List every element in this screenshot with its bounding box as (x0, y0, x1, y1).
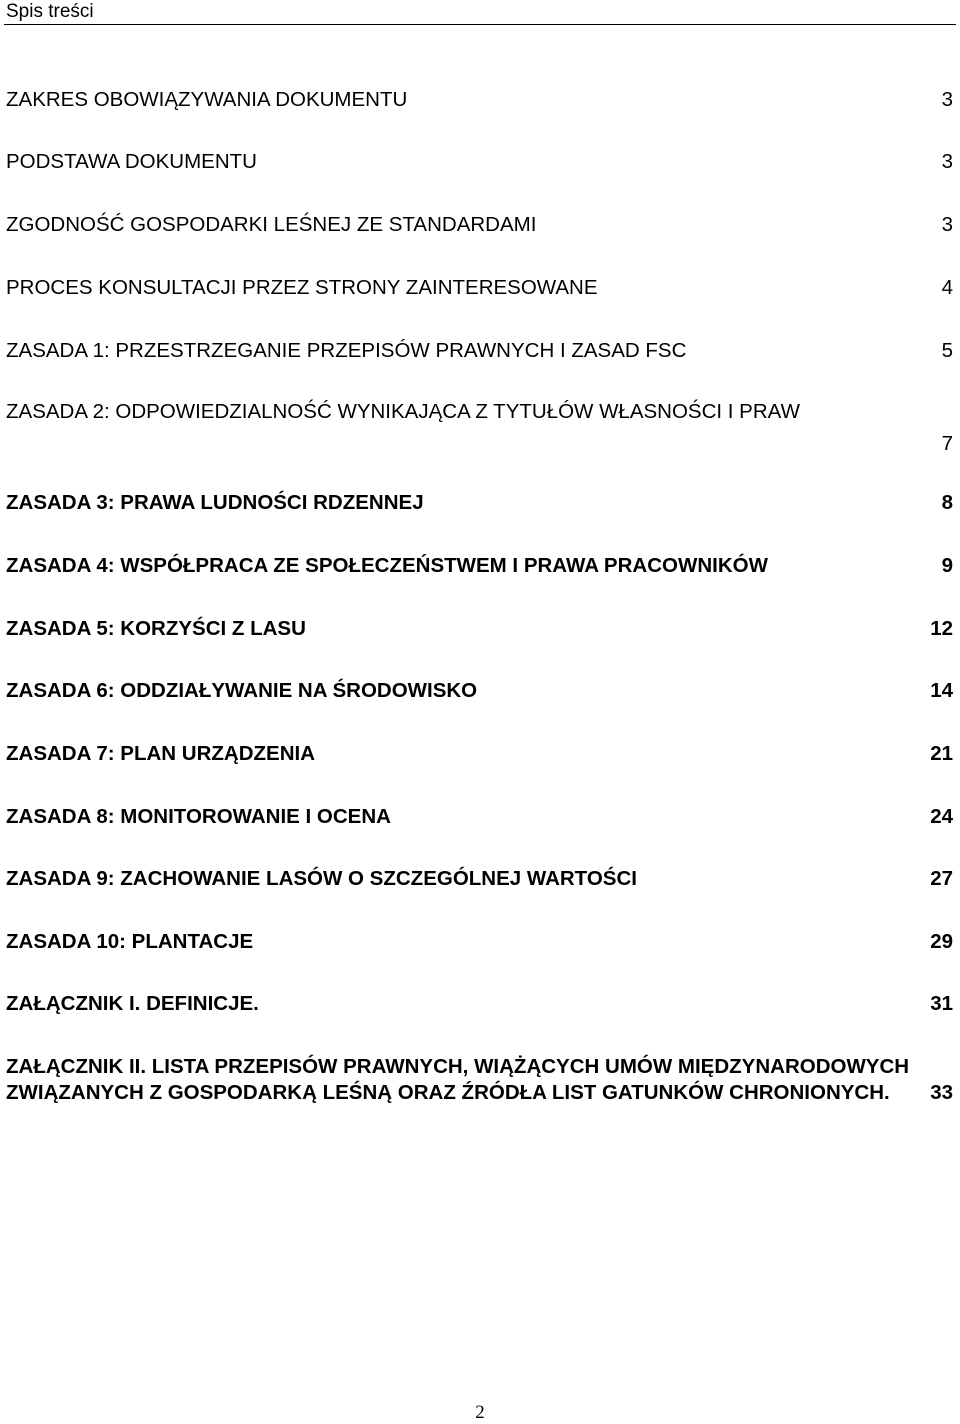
toc-entry[interactable] (6, 338, 953, 364)
toc-entry-page: 21 (930, 742, 953, 765)
toc-entry-page: 7 (941, 432, 953, 455)
toc-entry[interactable] (6, 866, 953, 892)
toc-entry-label: ZAŁĄCZNIK II. LISTA PRZEPISÓW PRAWNYCH, WIĄŻĄCYCH UMÓW MIĘDZYNARODOWYCH ZWIĄZANYCH Z GOSPODARKĄ LEŚNĄ ORAZ ŹRÓDŁA LIST GATUNKÓW CHRONIONYCH. (6, 1055, 910, 1104)
toc-entry-label: ZASADA 5: KORZYŚCI Z LASU (6, 617, 306, 640)
header-divider (4, 24, 956, 25)
toc-entry-page: 3 (941, 213, 953, 236)
toc-entry-page: 14 (930, 679, 953, 702)
toc-entry-page: 33 (930, 1081, 953, 1104)
toc-entry-page: 3 (941, 88, 953, 111)
toc-entry-label: PODSTAWA DOKUMENTU (6, 150, 257, 173)
toc-entry-label: ZASADA 4: WSPÓŁPRACA ZE SPOŁECZEŃSTWEM I PRAWA PRACOWNIKÓW (6, 554, 768, 577)
toc-entry-label: ZASADA 9: ZACHOWANIE LASÓW O SZCZEGÓLNEJ WARTOŚCI (6, 867, 637, 890)
toc-entry[interactable] (6, 741, 953, 767)
toc-entry-label: PROCES KONSULTACJI PRZEZ STRONY ZAINTERESOWANE (6, 276, 598, 299)
toc-entry-page: 24 (930, 805, 953, 828)
toc-entry[interactable] (6, 804, 953, 830)
toc-entry[interactable] (6, 678, 953, 704)
toc-entry-page: 29 (930, 930, 953, 953)
toc-entry-label: ZASADA 2: ODPOWIEDZIALNOŚĆ WYNIKAJĄCA Z TYTUŁÓW WŁASNOŚCI I PRAW (6, 400, 800, 423)
toc-entry-page: 31 (930, 992, 953, 1015)
toc-entry[interactable] (6, 991, 953, 1017)
toc-entry-page: 12 (930, 617, 953, 640)
toc-entry-label: ZASADA 7: PLAN URZĄDZENIA (6, 742, 316, 765)
toc-entry[interactable] (6, 149, 953, 175)
toc-entry-label: ZASADA 3: PRAWA LUDNOŚCI RDZENNEJ (6, 491, 424, 514)
toc-entry-page: 9 (941, 554, 953, 577)
toc-entry-label: ZASADA 6: ODDZIAŁYWANIE NA ŚRODOWISKO (6, 679, 478, 702)
toc-entry-label: ZASADA 1: PRZESTRZEGANIE PRZEPISÓW PRAWNYCH I ZASAD FSC (6, 339, 687, 362)
toc-entry[interactable] (6, 1054, 953, 1106)
toc-entry-label: ZASADA 8: MONITOROWANIE I OCENA (6, 805, 391, 828)
toc-entry-label: ZGODNOŚĆ GOSPODARKI LEŚNEJ ZE STANDARDAMI (6, 213, 537, 236)
page-header-title: Spis treści (6, 1, 94, 22)
toc-entry-label: ZASADA 10: PLANTACJE (6, 930, 254, 953)
toc-entry[interactable] (6, 212, 953, 238)
toc-entry[interactable] (6, 553, 953, 579)
toc-entry-label: ZAKRES OBOWIĄZYWANIA DOKUMENTU (6, 88, 408, 111)
toc-entry[interactable] (6, 275, 953, 301)
toc-entry-page: 8 (941, 491, 953, 514)
toc-entry-page: 4 (941, 276, 953, 299)
toc-entry[interactable] (6, 616, 953, 642)
page-number: 2 (475, 1402, 485, 1423)
toc-entry-page: 27 (930, 867, 953, 890)
toc-entry-label: ZAŁĄCZNIK I. DEFINICJE. (6, 992, 259, 1015)
toc-entry[interactable] (6, 490, 953, 516)
toc-entry[interactable] (6, 87, 953, 113)
toc-entry-page: 3 (941, 150, 953, 173)
toc-entry[interactable] (6, 929, 953, 955)
toc-entry-page: 5 (941, 339, 953, 362)
toc-entry[interactable] (6, 399, 953, 457)
